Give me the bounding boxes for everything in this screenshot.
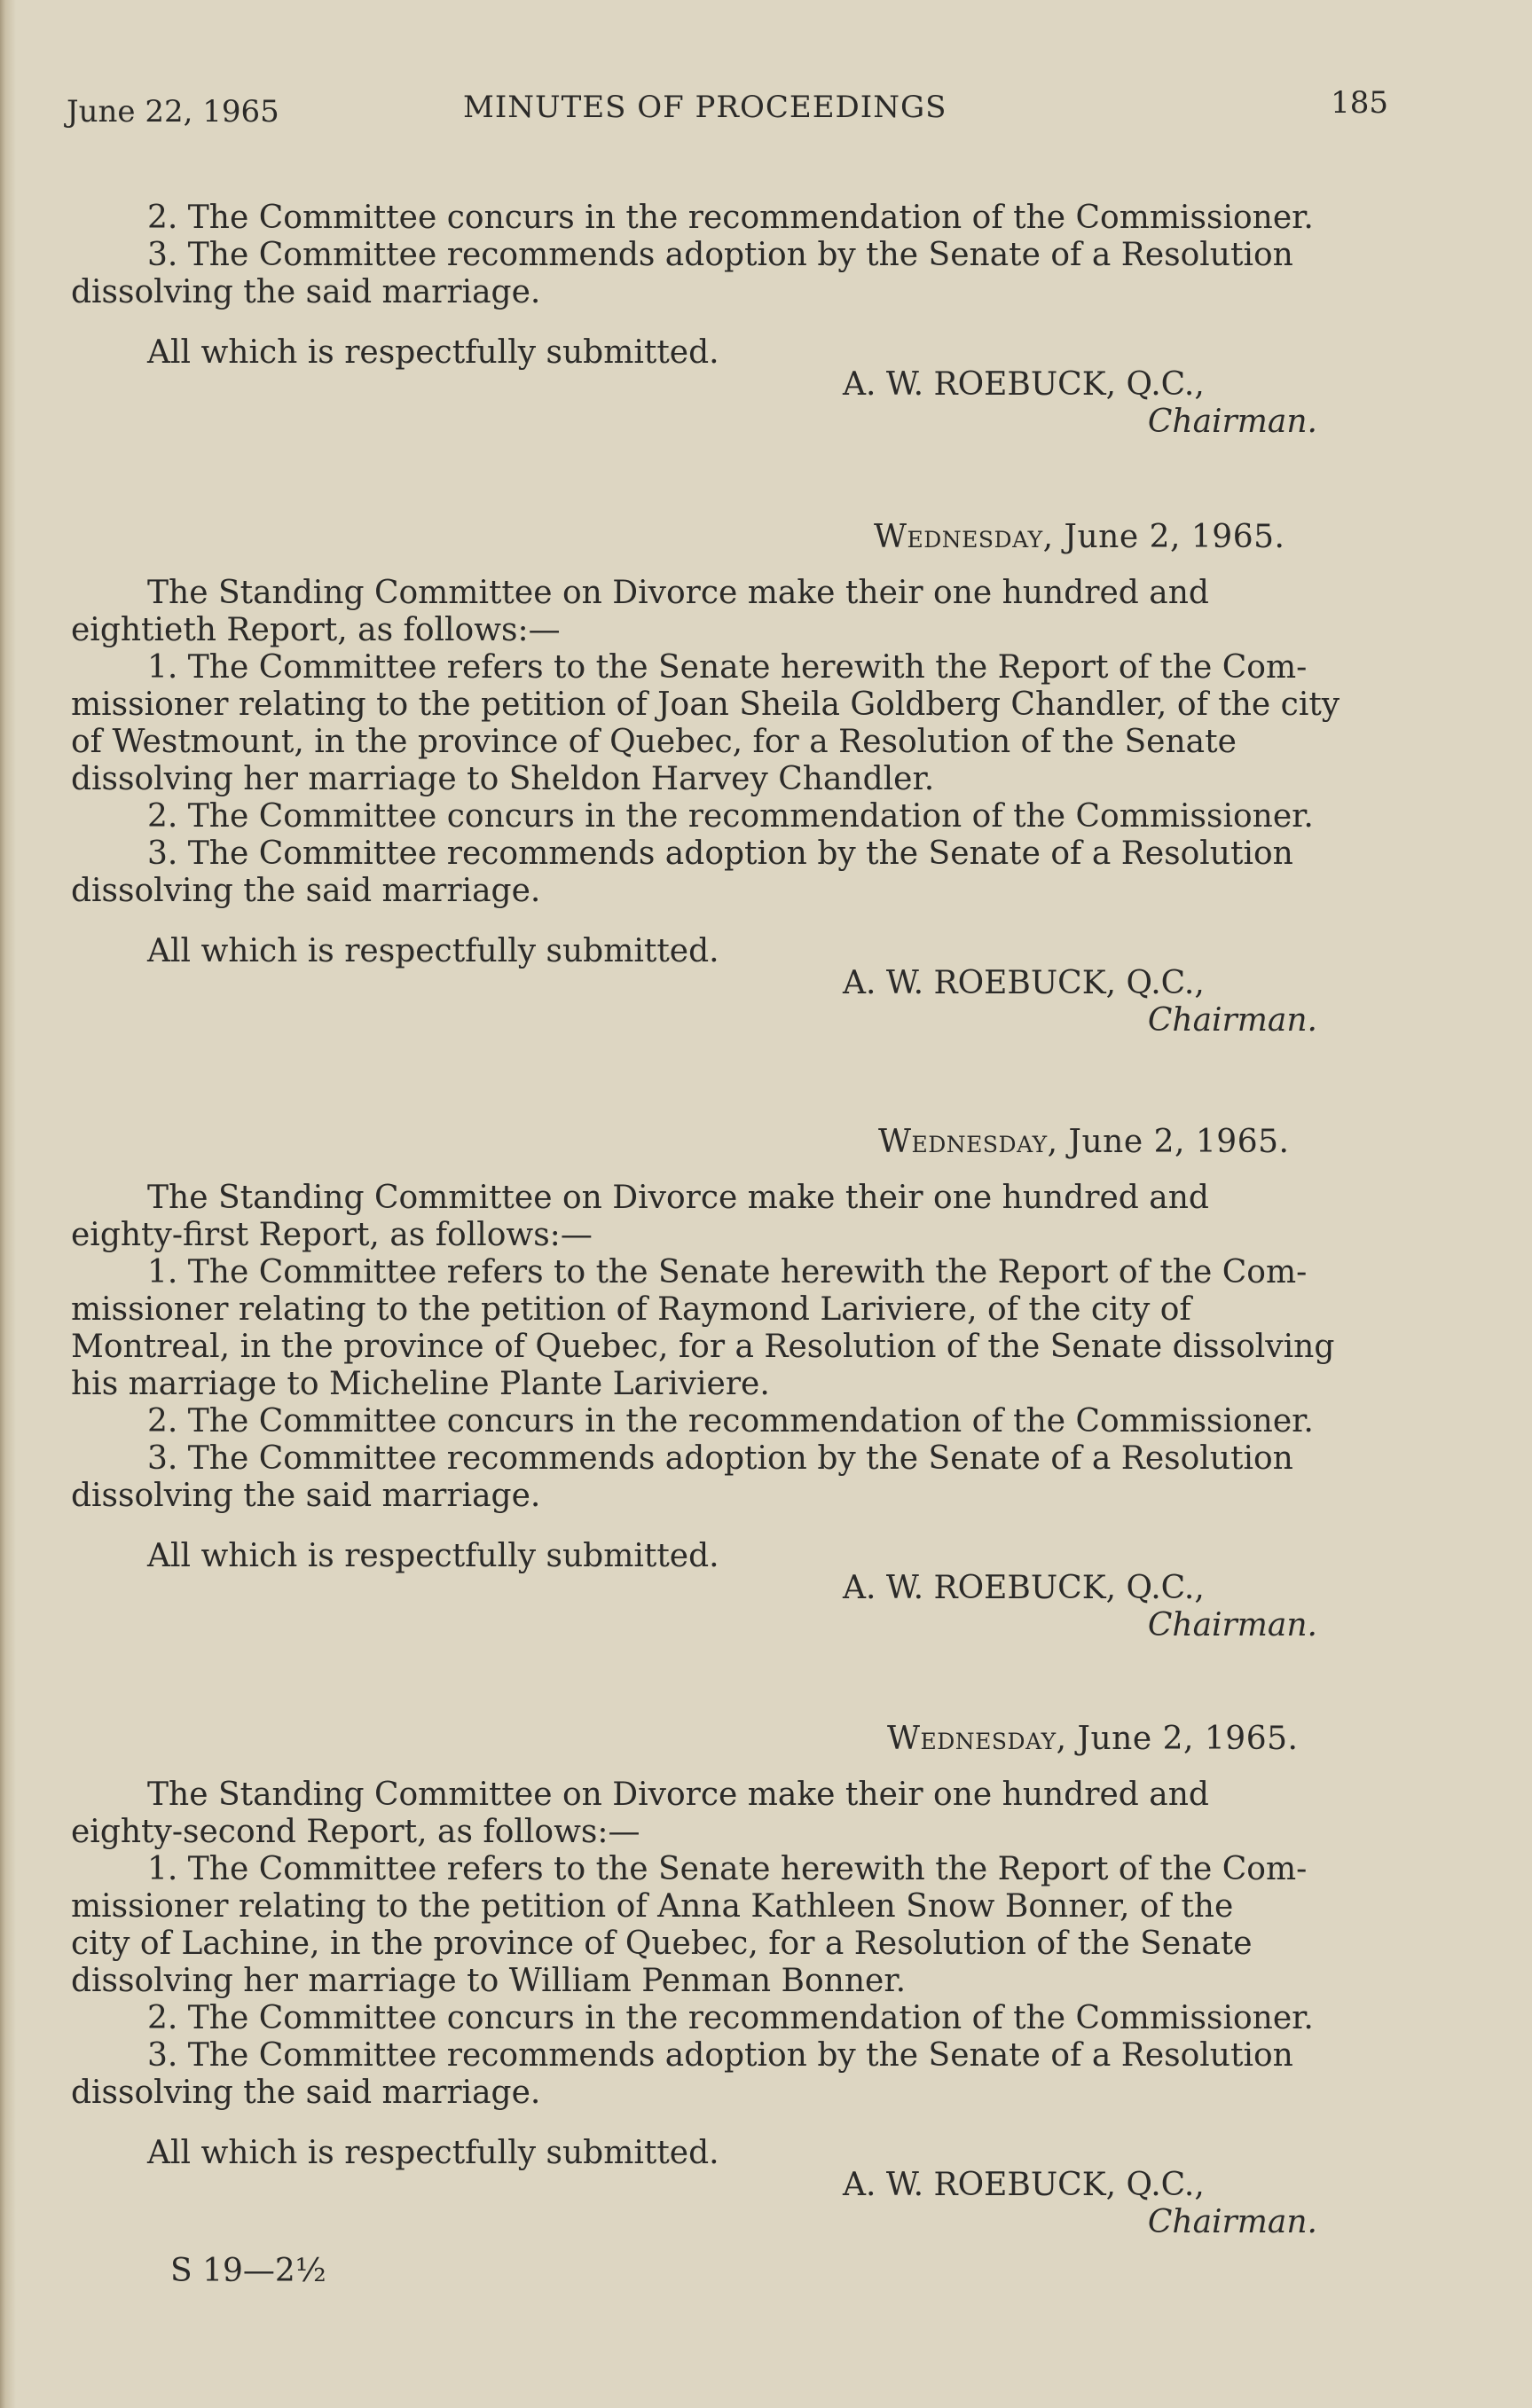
item-3-line-1: 3. The Committee recommends adoption by the Senate of a Resolution [147,2037,1293,2074]
report-date: June 2, 1965. [1068,1124,1290,1160]
printer-signature-mark: S 19—2½ [170,2253,326,2289]
submitted-line: All which is respectfully submitted. [147,334,719,371]
intro-line-2: eightieth Report, as follows:— [71,612,561,648]
intro-line-1: The Standing Committee on Divorce make their one hundred and [147,1777,1209,1813]
report-date: June 2, 1965. [1077,1721,1299,1757]
item-1-line-3: of Westmount, in the province of Quebec, for a Resolution of the Senate [71,724,1237,760]
report-weekday: Wednesday, [878,1124,1058,1160]
item-3-line-2: dissolving the said marriage. [71,2075,541,2111]
signature [71,965,1388,1039]
signature [71,366,1388,441]
intro-line-2: eighty-second Report, as follows:— [71,1814,640,1850]
item-1-line-3: city of Lachine, in the province of Quebec, for a Resolution of the Senate [71,1926,1253,1962]
item-1-line-3: Montreal, in the province of Quebec, for a Resolution of the Senate dissolving [71,1329,1335,1365]
header-date: June 22, 1965 [67,94,279,129]
item-1-line-2: missioner relating to the petition of Anna Kathleen Snow Bonner, of the [71,1888,1234,1925]
signature-title: Chairman. [1147,2204,1317,2240]
item-3-line-2: dissolving the said marriage. [71,1478,541,1514]
report-dateline [874,519,1285,555]
report-180 [71,575,1388,1039]
submitted-line: All which is respectfully submitted. [147,933,719,969]
item-1-line-4: his marriage to Micheline Plante Lariviere. [71,1366,770,1402]
item-1-line-2: missioner relating to the petition of Joan Sheila Goldberg Chandler, of the city [71,686,1340,723]
item-1-line-1: 1. The Committee refers to the Senate herewith the Report of the Com- [147,649,1308,686]
report-dateline [887,1721,1298,1757]
item-3-line-2: dissolving the said marriage. [71,873,541,909]
item-2: 2. The Committee concurs in the recommendation of the Commissioner. [147,200,1314,236]
item-3-line-1: 3. The Committee recommends adoption by the Senate of a Resolution [147,835,1293,872]
signature-name: A. W. ROEBUCK, Q.C., [843,965,1205,1001]
report-182 [71,1777,1388,2241]
report-weekday: Wednesday, [887,1721,1067,1757]
item-3-line-1: 3. The Committee recommends adoption by the Senate of a Resolution [147,237,1293,273]
signature-title: Chairman. [1147,1607,1317,1643]
item-1-line-4: dissolving her marriage to William Penman Bonner. [71,1963,907,1999]
report-181 [71,1180,1388,1644]
signature-title: Chairman. [1147,404,1317,440]
report-weekday: Wednesday, [874,519,1054,555]
report-dateline [878,1124,1289,1160]
item-1-line-1: 1. The Committee refers to the Senate herewith the Report of the Com- [147,1254,1308,1290]
signature-title: Chairman. [1147,1002,1317,1039]
submitted-line: All which is respectfully submitted. [147,1538,719,1574]
item-3-line-2: dissolving the said marriage. [71,274,541,310]
item-1-line-2: missioner relating to the petition of Raymond Lariviere, of the city of [71,1291,1191,1328]
item-2: 2. The Committee concurs in the recommendation of the Commissioner. [147,798,1314,835]
intro-line-2: eighty-first Report, as follows:— [71,1217,593,1253]
signature-name: A. W. ROEBUCK, Q.C., [843,2167,1205,2203]
intro-line-1: The Standing Committee on Divorce make their one hundred and [147,1180,1209,1216]
page-header [67,85,1388,138]
item-1-line-4: dissolving her marriage to Sheldon Harvey Chandler. [71,761,935,797]
item-3-line-1: 3. The Committee recommends adoption by the Senate of a Resolution [147,1440,1293,1477]
submitted-line: All which is respectfully submitted. [147,2135,719,2171]
item-1-line-1: 1. The Committee refers to the Senate herewith the Report of the Com- [147,1851,1308,1887]
continued-report [71,200,1388,441]
item-2: 2. The Committee concurs in the recommendation of the Commissioner. [147,2000,1314,2036]
signature-name: A. W. ROEBUCK, Q.C., [843,366,1205,403]
signature [71,1570,1388,1644]
intro-line-1: The Standing Committee on Divorce make their one hundred and [147,575,1209,611]
report-date: June 2, 1965. [1064,519,1285,555]
signature [71,2167,1388,2241]
item-2: 2. The Committee concurs in the recommendation of the Commissioner. [147,1403,1314,1439]
page-number: 185 [1331,85,1388,121]
signature-name: A. W. ROEBUCK, Q.C., [843,1570,1205,1606]
header-title: MINUTES OF PROCEEDINGS [463,90,947,125]
